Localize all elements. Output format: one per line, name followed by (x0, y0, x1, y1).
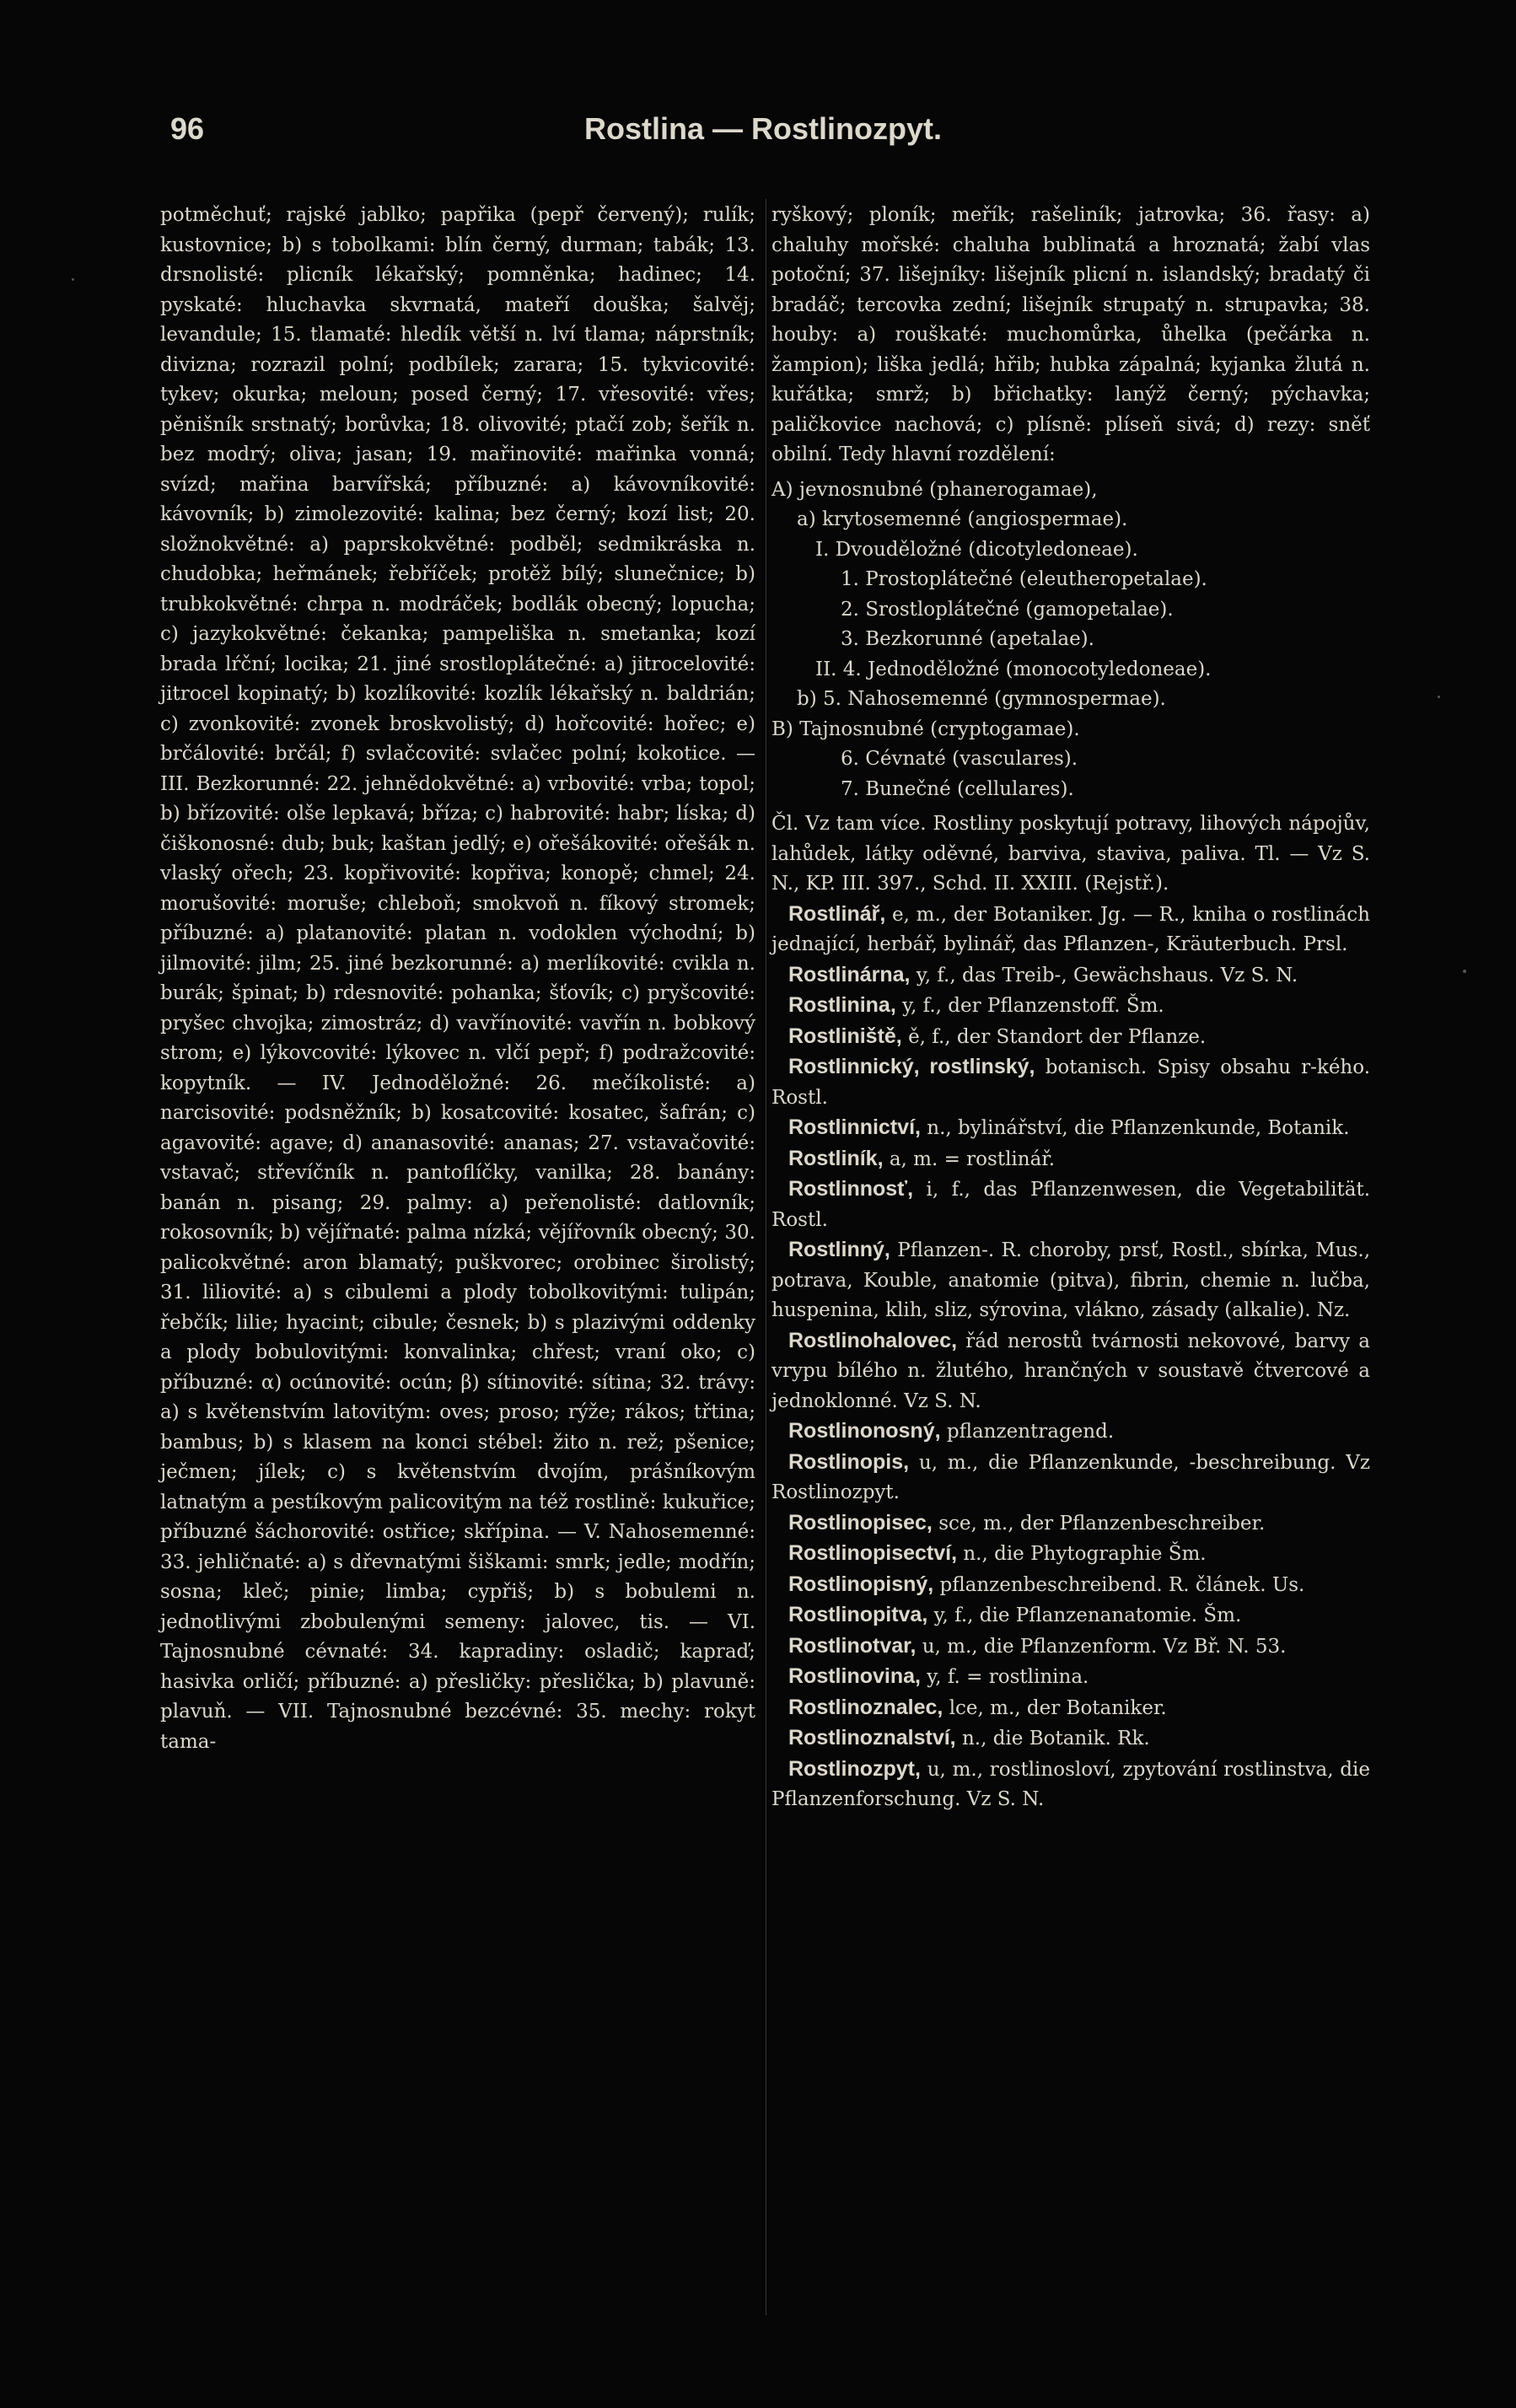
dictionary-entry (771, 1600, 1370, 1631)
dictionary-entries (771, 900, 1370, 1815)
right-column (771, 201, 1370, 1815)
left-column-text: potměchuť; rajské jablko; papřika (pepř červený); rulík; kustovnice; b) s tobolkami: blín černý, durman; tabák; 13. drsnolisté: plicník lékařský; pomněnka; hadinec; 14. pyskaté: hluchavka skvrnatá, mateří douška; šalvěj; levandule; 15. tlamaté: hledík větší n. lví tlama; náprstník; divizna; rozrazil polní; podbílek; zarara; 15. tykvicovité: tykev; okurka; meloun; posed černý; 17. vřesovité: vřes; pěnišník srstnatý; borůvka; 18. olivovité; ptačí zob; šeřík n. bez modrý; oliva; jasan; 19. mařinovité: mařinka vonná; svízd; mařina barvířská; příbuzné: a) kávovníkovité: kávovník; b) zimolezovité: kalina; bez černý; kozí list; 20. složnokvětné: a) paprskokvětné: podběl; sedmikráska n. chudobka; heřmánek; řebříček; protěž bílý; slunečnice; b) trubkokvětné: chrpa n. modráček; bodlák obecný; lopucha; c) jazykokvětné: čekanka; pampeliška n. smetanka; kozí brada lŕční; locika; 21. jiné srostloplátečné: a) jitrocelovité: jitrocel kopinatý; b) kozlíkovité: kozlík lékařský n. baldrián; c) zvonkovité: zvonek broskvolistý; d) hořcovité: hořec; e) brčálovité: brčál; f) svlačcovité: svlačec polní; kokotice. — III. Bezkorunné: 22. jehnědokvětné: a) vrbovité: vrba; topol; b) břízovité: olše lepkavá; bříza; c) habrovité: habr; líska; d) čiškonosné: dub; buk; kaštan jedlý; e) ořešákovité: ořešák n. vlaský ořech; 23. kopřivovité: kopřiva; konopě; chmel; 24. morušovité: moruše; chleboň; smokvoň n. fíkový stromek; příbuzné: a) platanovité: platan n. vodoklen východní; b) jilmovité: jilm; 25. jiné bezkorunné: a) merlíkovité: cvikla n. burák; špinat; b) rdesnovité: pohanka; šťovík; c) pryšcovité: pryšec chvojka; zimostráz; d) vavřínovité: vavřín n. bobkový strom; e) lýkovcovité: lýkovec n. vlčí pepř; f) podražcovité: kopytník. — IV. Jednoděložné: 26. mečíkolisté: a) narcisovité: podsněžník; b) kosatcovité: kosatec, šafrán; c) agavovité: agave; d) ananasovité: ananas; 27. vstavačovité: vstavač; střevíčník n. pantoflíčky, vanilka; 28. banány: banán n. pisang; 29. palmy: a) peřenolisté: datlovník; rokosovník; b) vějířnaté: palma nízká; vějířovník obecný; 30. palicokvětné: aron blamatý; puškvorec; orobinec širolistý; 31. liliovité: a) s cibulemi a plody tobolkovitými: tulipán; řebčík; lilie; hyacint; cibule; česnek; b) s plazivými oddenky a plody bobulovitými: konvalinka; chřest; vraní oko; c) příbuzné: α) ocúnovité: ocún; β) sítinovité: sítina; 32. trávy: a) s květenstvím latovitým: oves; proso; rýže; rákos; třtina; bambus; b) s klasem na konci stébel: žito n. rež; pšenice; ječmen; jílek; c) s květenstvím dvojím, prášníkovým latnatým a pestíkovým palicovitým na též rostlině: kukuřice; příbuzné šáchorovité: ostřice; skřípina. — V. Nahosemenné: 33. jehličnaté: a) s dřevnatými šiškami: smrk; jedle; modřín; sosna; kleč; pinie; limba; cypřiš; b) s bobulemi n. jednotlivými zbobulenými semeny: jalovec, tis. — VI. Tajnosnubné cévnaté: 34. kapradiny: osladič; kapraď; hasivka orličí; příbuzné: a) přesličky: přeslička; b) plavuně: plavuň. — VII. Tajnosnubné bezcévné: 35. mechy: rokyt tama- (160, 204, 755, 1753)
classification-list (771, 476, 1370, 805)
entry-headword: Rostlinovina, (788, 1664, 921, 1688)
classification-item: A) jevnosnubné (phanerogamae), (771, 478, 1098, 501)
entry-headword: Rostlinopisec, (788, 1510, 933, 1535)
dictionary-entry (771, 960, 1370, 992)
dictionary-entry (771, 1755, 1370, 1815)
entry-headword: Rostlinář, (788, 901, 886, 926)
dictionary-entry (771, 1416, 1370, 1448)
entry-headword: Rostlinopis, (788, 1449, 910, 1474)
dictionary-entry (771, 1326, 1370, 1417)
entry-headword: Rostlinina, (788, 993, 896, 1017)
dictionary-entry (771, 900, 1370, 960)
entry-body: e, m., der Botaniker. Jg. — R., kniha o rostlinách jednající, herbář, bylinář, das Pflanzen-, Kräuterbuch. Prsl. (771, 903, 1370, 955)
entry-headword: Rostlinopisný, (788, 1572, 934, 1596)
scan-speck (1438, 696, 1440, 698)
entry-body: ě, f., der Standort der Pflanze. (908, 1025, 1207, 1048)
entry-body: n., bylinářství, die Pflanzenkunde, Botanik. (927, 1117, 1350, 1139)
entry-headword: Rostlinoznalec, (788, 1695, 943, 1719)
classification-item: B) Tajnosnubné (cryptogamae). (771, 718, 1080, 740)
entry-body: y, f. = rostlinina. (927, 1666, 1089, 1688)
entry-body: y, f., das Treib-, Gewächshaus. Vz S. N. (916, 964, 1298, 986)
page-header (152, 111, 1374, 153)
entry-body: n., die Botanik. Rk. (961, 1728, 1150, 1750)
left-column (160, 201, 755, 1757)
classification-item: 3. Bezkorunné (apetalae). (841, 628, 1094, 650)
entry-headword: Rostlinnický, rostlinský, (788, 1055, 1035, 1078)
classification-item: 7. Bunečné (cellulares). (841, 777, 1074, 800)
dictionary-entry (771, 1723, 1370, 1755)
entry-headword: Rostliník, (788, 1146, 884, 1170)
entry-headword: Rostlinozpyt, (788, 1756, 921, 1781)
entry-headword: Rostlinohalovec, (788, 1328, 958, 1352)
classification-item: I. Dvouděložné (dicotyledoneae). (815, 538, 1138, 561)
entry-headword: Rostlinnictví, (788, 1115, 921, 1139)
classification-item: 2. Srostloplátečné (gamopetalae). (841, 598, 1174, 621)
dictionary-entry (771, 1022, 1370, 1053)
entry-body: u, m., die Pflanzenform. Vz Bř. N. 53. (922, 1635, 1287, 1658)
entry-headword: Rostlinoznalství, (788, 1726, 956, 1750)
dictionary-entry (771, 1631, 1370, 1663)
running-title: Rostlina — Rostlinozpyt. (583, 111, 942, 146)
entry-headword: Rostlinonosný, (788, 1419, 941, 1443)
classification-item: a) krytosemenné (angiospermae). (797, 508, 1128, 530)
entry-body: u, m., die Pflanzenkunde, -beschreibung. Vz Rostlinozpyt. (771, 1451, 1370, 1503)
entry-body: sce, m., der Pflanzenbeschreiber. (938, 1512, 1266, 1535)
dictionary-entry (771, 1539, 1370, 1570)
entry-headword: Rostlinopisectví, (788, 1541, 958, 1565)
dictionary-entry (771, 1662, 1370, 1693)
classification-item: 6. Cévnaté (vasculares). (841, 748, 1078, 770)
classification-item: II. 4. Jednoděložné (monocotyledoneae). (815, 658, 1212, 680)
entry-body: n., die Phytographie Šm. (963, 1543, 1207, 1565)
dictionary-entry (771, 1174, 1370, 1235)
dictionary-entry (771, 1052, 1370, 1113)
entry-headword: Rostlinopitva, (788, 1603, 928, 1626)
scan-speck (72, 278, 74, 281)
entry-body: u, m., rostlinosloví, zpytování rostlinstva, die Pflanzenforschung. Vz S. N. (771, 1758, 1371, 1810)
entry-headword: Rostlinnosť, (788, 1177, 914, 1201)
dictionary-entry (771, 1113, 1370, 1144)
entry-body: pflanzenbeschreibend. R. článek. Us. (939, 1573, 1305, 1596)
entry-body: Pflanzen-. R. choroby, prsť, Rostl., sbírka, Mus., potrava, Kouble, anatomie (pitva), fibrin, chemie n. lučba, huspenina, klih, sliz, sýrovina, vlákno, zásady (alkalie). Nz. (771, 1239, 1371, 1321)
closing-paragraph: Čl. Vz tam více. Rostliny poskytují potravy, lihových nápojův, lahůdek, látky oděvné, barviva, staviva, paliva. Tl. — Vz S. N., KP. III. 397., Schd. II. XXIII. (Rejstř.). (771, 813, 1370, 895)
dictionary-entry (771, 1448, 1370, 1508)
classification-item: b) 5. Nahosemenné (gymnospermae). (797, 688, 1166, 710)
entry-headword: Rostlinný, (788, 1238, 890, 1261)
continuation-text: ryškový; ploník; meřík; rašeliník; jatrovka; 36. řasy: a) chaluhy mořské: chaluha bublinatá a hroznatá; žabí vlas potoční; 37. lišejníky: lišejník plicní n. islandský; bradatý či bradáč; tercovka zední; lišejník strupatý n. strupavka; 38. houby: a) rouškaté: muchomůrka, ůhelka (pečárka n. žampion); liška jedlá; hřib; hubka zápalná; kyjanka žlutá n. kuřátka; smrž; b) břichatky: lanýž černý; pýchavka; paličkovice nachová; c) plísně: plíseň sivá; d) rezy: sněť obilní. Tedy hlavní rozdělení: (771, 204, 1370, 465)
entry-body: y, f., der Pflanzenstoff. Šm. (902, 995, 1164, 1017)
entry-body: pflanzentragend. (946, 1421, 1115, 1443)
page-number: 96 (170, 111, 205, 146)
entry-headword: Rostlinotvar, (788, 1633, 917, 1658)
scan-speck (1463, 970, 1466, 973)
entry-body: řád nerostů tvárnosti nekovové, barvy a vrypu bílého n. žlutého, hrančných v soustavě čtvercové a jednoklonné. Vz S. N. (771, 1330, 1370, 1412)
dictionary-entry (771, 991, 1370, 1022)
entry-body: botanisch. Spisy obsahu r-kého. Rostl. (771, 1056, 1371, 1109)
entry-headword: Rostliniště, (788, 1024, 902, 1048)
dictionary-entry (771, 1693, 1370, 1724)
entry-body: lce, m., der Botaniker. (949, 1696, 1167, 1719)
entry-body: i, f., das Pflanzenwesen, die Vegetabilität. Rostl. (771, 1179, 1371, 1231)
dictionary-entry (771, 1235, 1370, 1326)
entry-body: a, m. = rostlinář. (889, 1148, 1056, 1170)
dictionary-entry (771, 1508, 1370, 1540)
dictionary-entry (771, 1570, 1370, 1601)
entry-body: y, f., die Pflanzenanatomie. Šm. (933, 1604, 1242, 1626)
classification-item: 1. Prostoplátečné (eleutheropetalae). (841, 568, 1207, 590)
dictionary-entry (771, 1144, 1370, 1175)
entry-headword: Rostlinárna, (788, 962, 911, 986)
